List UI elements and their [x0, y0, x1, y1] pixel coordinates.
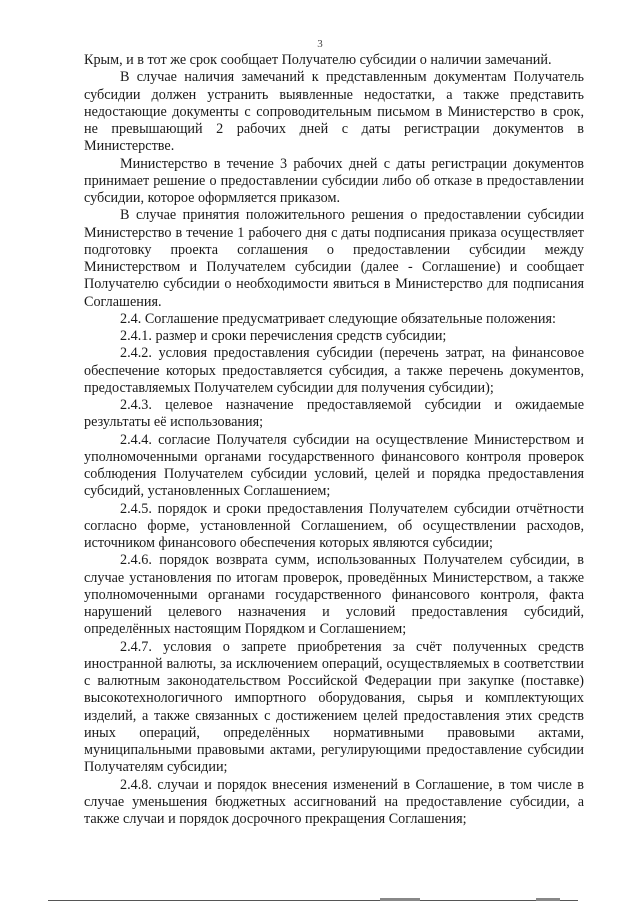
scan-mark: [380, 898, 420, 901]
paragraph: Крым, и в тот же срок сообщает Получателю субсидии о наличии замечаний.: [84, 52, 552, 68]
paragraph: Министерство в течение 3 рабочих дней с даты регистрации документов принимает решение о предоставлении субсидии либо об отказе в предоставлении субсидии, которое оформляется приказом.: [84, 155, 584, 206]
clause-2-4-4: 2.4.4. согласие Получателя субсидии на осуществление Министерством и уполномоченными органами государственного финансового контроля проверок соблюдения Получателем субсидии условий, целей и порядка предоставления субсидий, установленных Соглашением;: [84, 431, 584, 500]
paragraph: В случае наличия замечаний к представленным документам Получатель субсидии должен устранить выявленные недостатки, а также представить недостающие документы с сопроводительным письмом в Министерство в срок, не превышающий 2 рабочих дней с даты регистрации документов в Министерстве.: [84, 69, 584, 155]
document-body: [84, 52, 584, 828]
clause-2-4-3: 2.4.3. целевое назначение предоставляемой субсидии и ожидаемые результаты её использования;: [84, 397, 584, 431]
footer-rule: [48, 900, 578, 901]
page-number: 3: [317, 38, 323, 50]
clause-2-4-1: 2.4.1. размер и сроки перечисления средств субсидии;: [120, 328, 447, 344]
paragraph: В случае принятия положительного решения о предоставлении субсидии Министерство в течение 1 рабочего дня с даты подписания приказа осуществляет подготовку проекта соглашения о предоставлении субсидии между Министерством и Получателем субсидии (далее - Соглашение) и сообщает Получателю субсидии о необходимости явиться в Министерство для подписания Соглашения.: [84, 207, 584, 310]
clause-2-4-7: 2.4.7. условия о запрете приобретения за счёт полученных средств иностранной валюты, за исключением операций, осуществляемых в соответствии с валютным законодательством Российской Федерации при закупке (поставке) высокотехнологичного импортного оборудования, сырья и комплектующих изделий, а также связанных с достижением целей предоставления этих средств иных операций, определённых нормативными правовыми актами, муниципальными правовыми актами, регулирующими предоставление субсидии Получателям субсидии;: [84, 638, 584, 776]
clause-2-4-8: 2.4.8. случаи и порядок внесения изменений в Соглашение, в том числе в случае уменьшения бюджетных ассигнований на предоставление субсидии, а также случаи и порядок досрочного прекращения Соглашения;: [84, 776, 584, 827]
clause-2-4-2: 2.4.2. условия предоставления субсидии (перечень затрат, на финансовое обеспечение которых предоставляется субсидия, а также перечень документов, предоставляемых Получателем субсидии для получения субсидии);: [84, 345, 584, 396]
clause-2-4-5: 2.4.5. порядок и сроки предоставления Получателем субсидии отчётности согласно форме, установленной Соглашением, об осуществлении расходов, источником финансового обеспечения которых являются субсидии;: [84, 500, 584, 551]
section-2-4-heading: 2.4. Соглашение предусматривает следующие обязательные положения:: [120, 310, 556, 327]
clause-2-4-6: 2.4.6. порядок возврата сумм, использованных Получателем субсидии, в случае установления по итогам проверок, проведённых Министерством, а также уполномоченными органами государственного финансового контроля, факта нарушений целевого назначения и условий предоставления субсидий, определённых настоящим Порядком и Соглашением;: [84, 552, 584, 638]
scan-mark: [536, 898, 560, 901]
